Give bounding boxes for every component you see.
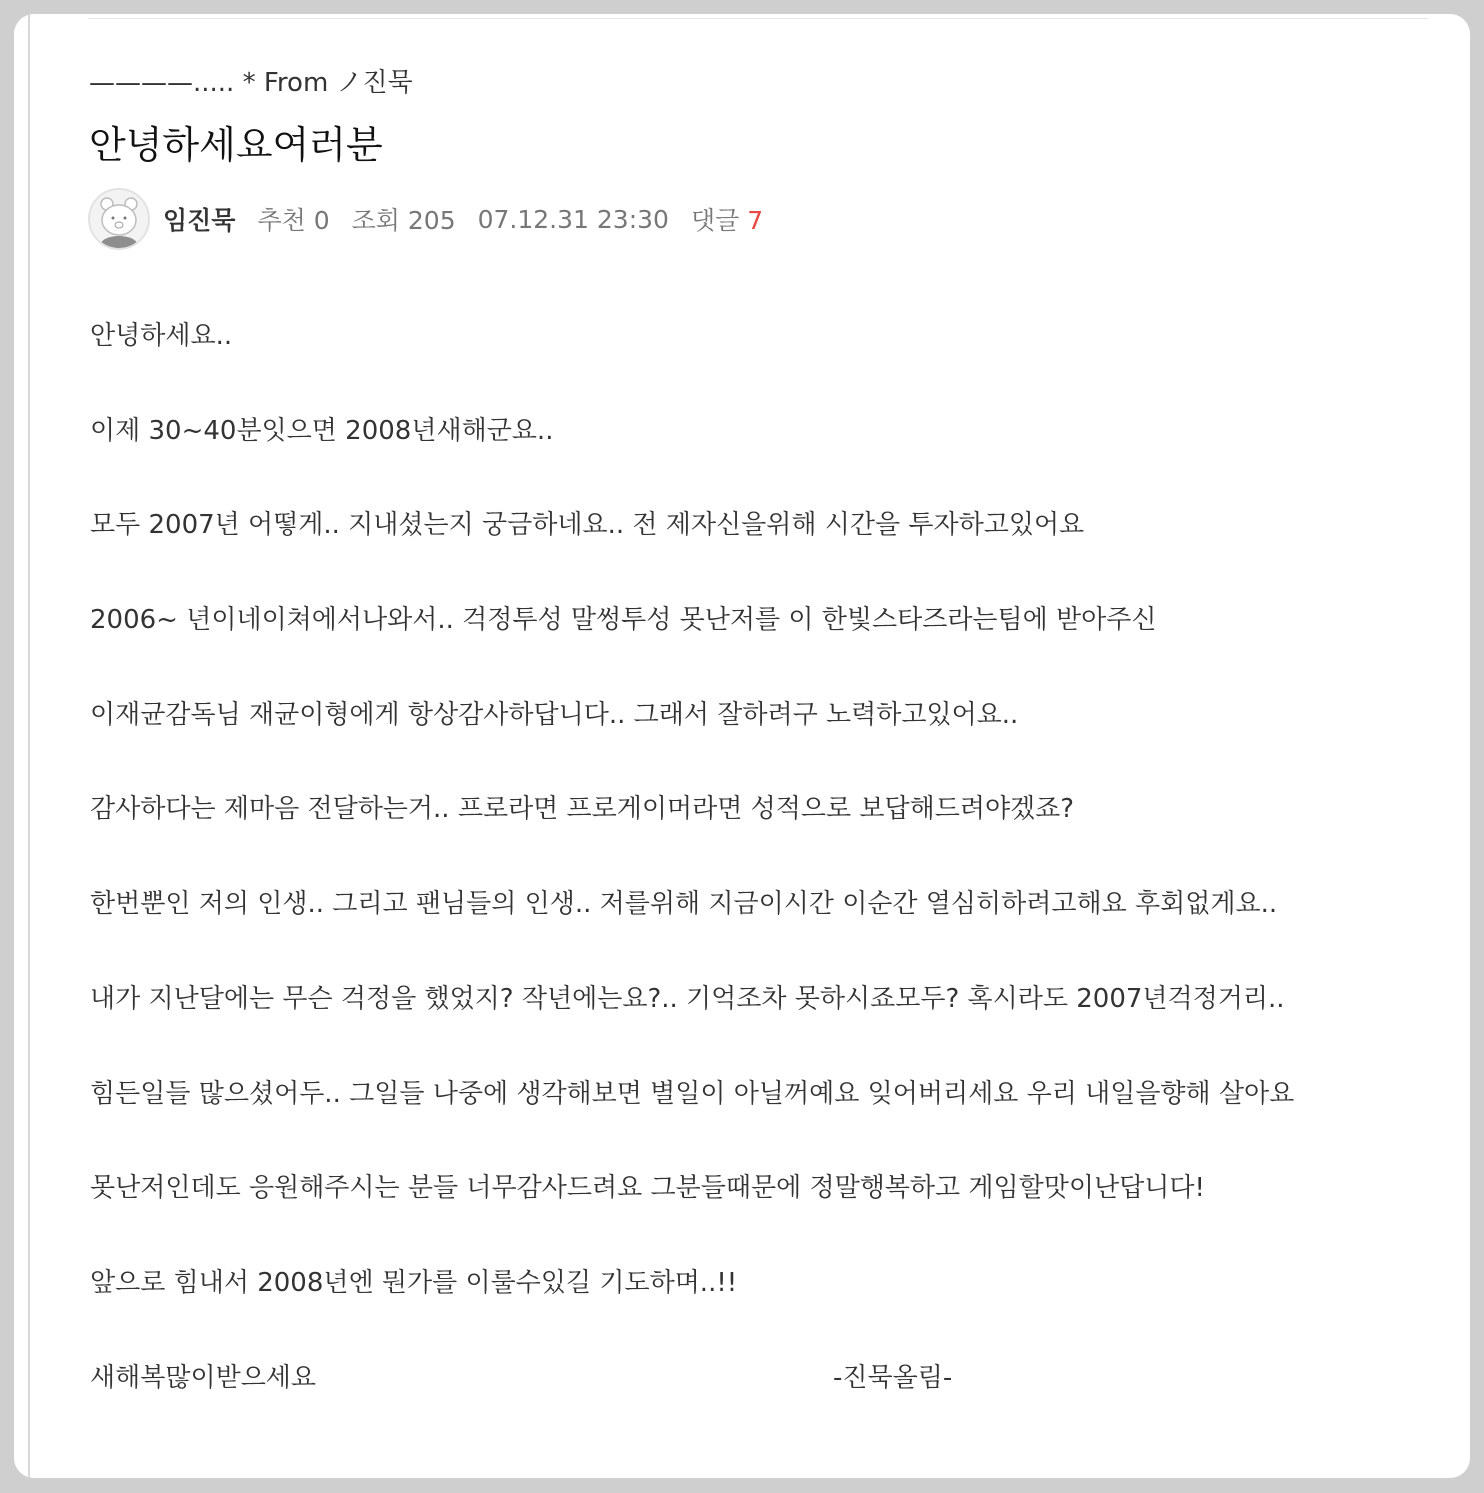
- recommend-count: 0: [313, 206, 330, 235]
- recommend-label: 추천: [257, 206, 306, 235]
- body-paragraph: 안녕하세요..: [90, 321, 233, 351]
- recommend-stat: [257, 201, 329, 237]
- author-name[interactable]: 임진묵: [163, 206, 236, 235]
- views-label: 조회: [351, 206, 400, 235]
- body-paragraph: 힘든일들 많으셨어두.. 그일들 나중에 생각해보면 별일이 아닐꺼예요 잊어버리세요 우리 내일을향해 살아요: [90, 1078, 1295, 1109]
- post-datetime: 07.12.31 23:30: [477, 204, 669, 234]
- post-title: 안녕하세요여러분: [89, 123, 383, 167]
- post-meta: [88, 186, 785, 252]
- comments-link[interactable]: [691, 201, 763, 237]
- body-paragraph: 2006~ 년이네이쳐에서나와서.. 걱정투성 말썽투성 못난저를 이 한빛스타즈라는팀에 받아주신: [90, 605, 1157, 636]
- closing-row: [90, 1354, 1430, 1402]
- closing-greeting: 새해복많이받으세요: [90, 1362, 317, 1393]
- comments-count: 7: [747, 206, 764, 235]
- comments-label: 댓글: [690, 206, 740, 235]
- body-paragraph: 이제 30~40분잇으면 2008년새해군요..: [90, 415, 554, 446]
- card-border: [28, 14, 30, 1478]
- bear-avatar-icon[interactable]: [88, 188, 150, 250]
- body-paragraph: 한번뿐인 저의 인생.. 그리고 팬님들의 인생.. 저를위해 지금이시간 이순간 열심히하려고해요 후회없게요..: [90, 889, 1278, 920]
- body-paragraph: 내가 지난달에는 무슨 걱정을 했었지? 작년에는요?.. 기억조차 못하시죠모두? 혹시라도 2007년걱정거리..: [90, 983, 1285, 1014]
- body-paragraph: 앞으로 힘내서 2008년엔 뭔가를 이룰수있길 기도하며..!!: [90, 1267, 738, 1298]
- views-count: 205: [407, 206, 456, 235]
- views-stat: [352, 201, 456, 237]
- body-paragraph: 이재균감독님 재균이형에게 항상감사하답니다.. 그래서 잘하려구 노력하고있어요..: [90, 699, 1019, 730]
- signature: -진묵올림-: [833, 1362, 953, 1393]
- post-body: [90, 312, 1430, 1448]
- body-paragraph: 못난저인데도 응원해주시는 분들 너무감사드려요 그분들때문에 정말행복하고 게임할맛이난답니다!: [90, 1173, 1205, 1204]
- top-divider: [88, 18, 1428, 19]
- post-category[interactable]: ————..... * From ノ진묵: [89, 68, 413, 98]
- body-paragraph: 감사하다는 제마음 전달하는거.. 프로라면 프로게이머라면 성적으로 보답해드려야겠죠?: [90, 794, 1075, 825]
- body-paragraph: 모두 2007년 어떻게.. 지내셨는지 궁금하네요.. 전 제자신을위해 시간을 투자하고있어요: [90, 510, 1085, 541]
